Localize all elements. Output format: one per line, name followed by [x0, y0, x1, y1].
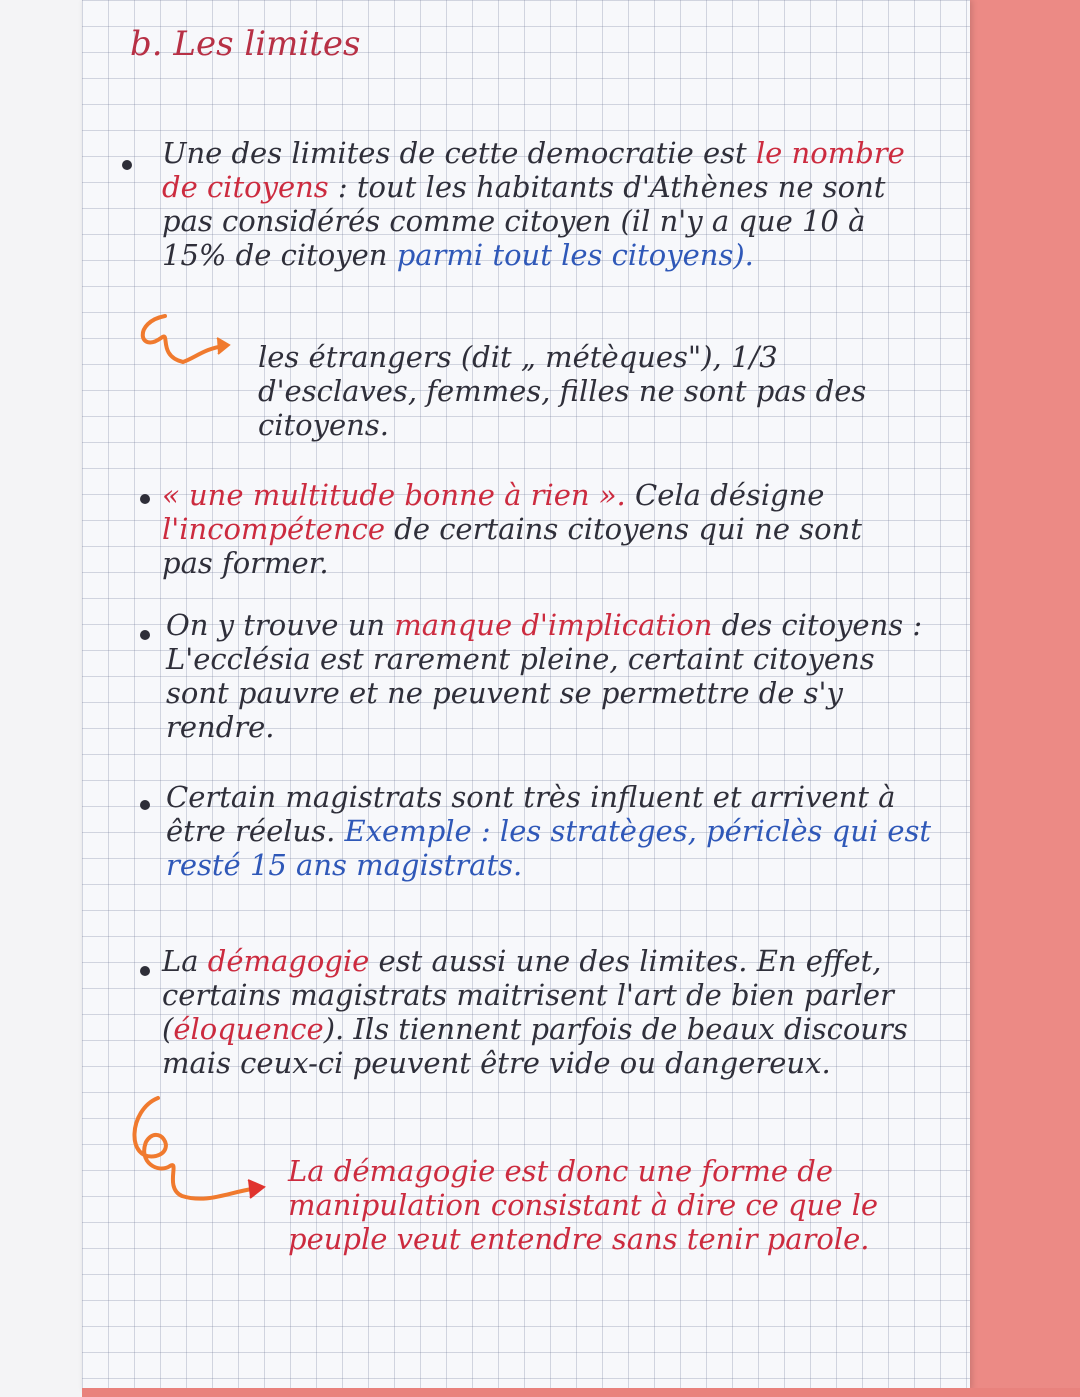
text-segment: ). Ils tiennent parfois de beaux discours mais ceux-ci peuvent être vide ou dangereux. — [162, 1012, 908, 1080]
highlight-red: démagogie — [207, 944, 370, 978]
text-segment: Certain magistrats sont très influent et arrivent à être réelus. — [166, 780, 896, 848]
text-segment: On y trouve un — [166, 608, 395, 642]
text-segment: des citoyens : L'ecclésia est rarement pleine, certaint citoyens sont pauvre et ne peuvent se permettre de s'y rendre. — [166, 608, 923, 744]
text-segment: : tout les habitants d'Athènes ne sont pas considérés comme citoyen (il n'y a que 10 à 15% de citoyen — [162, 170, 886, 272]
highlight-blue: parmi tout les citoyens). — [396, 238, 754, 272]
highlight-blue: magistrats. — [356, 848, 523, 882]
text-segment: est aussi une des limites. En effet, certains magistrats maitrisent l'art de bien parler ( — [162, 944, 894, 1046]
arrow-icon — [118, 1092, 278, 1222]
bullet-dot — [140, 800, 150, 810]
left-margin — [0, 0, 82, 1397]
arrow-icon — [125, 308, 245, 388]
highlight-red: manque d'implication — [394, 608, 713, 642]
paragraph-citizens — [162, 136, 932, 272]
text-segment: de certains citoyens qui ne sont pas former. — [162, 512, 862, 580]
bullet-dot — [140, 966, 150, 976]
quote-red: « une multitude bonne à rien ». — [162, 478, 635, 512]
paragraph-magistrats — [166, 780, 946, 882]
note-non-citizens: les étrangers (dit „ métèques"), 1/3 d'esclaves, femmes, filles ne sont pas des citoyens. — [258, 340, 867, 442]
paragraph-multitude — [162, 478, 882, 580]
notebook-cover-bottom — [82, 1388, 1080, 1397]
highlight-red: éloquence — [173, 1012, 324, 1046]
text-segment: Cela désigne — [635, 478, 825, 512]
paragraph-demagogie — [162, 944, 952, 1080]
note-demagogie-definition: La démagogie est donc une forme de manipulation consistant à dire ce que le peuple veut entendre sans tenir parole. — [288, 1154, 879, 1256]
highlight-blue: Exemple : les stratèges — [344, 814, 688, 848]
text-segment: La — [162, 944, 208, 978]
highlight-blue: , périclès qui est resté 15 ans — [166, 814, 932, 882]
highlight-red: l'incompétence — [162, 512, 386, 546]
highlight-red: le nombre de citoyens — [162, 136, 905, 204]
bullet-dot — [140, 494, 150, 504]
bullet-dot — [140, 630, 150, 640]
paragraph-implication — [166, 608, 936, 744]
notebook-cover — [970, 0, 1080, 1397]
text-segment: Une des limites de cette democratie est — [162, 136, 756, 170]
section-heading: b. Les limites — [130, 24, 361, 64]
bullet-dot — [122, 160, 132, 170]
